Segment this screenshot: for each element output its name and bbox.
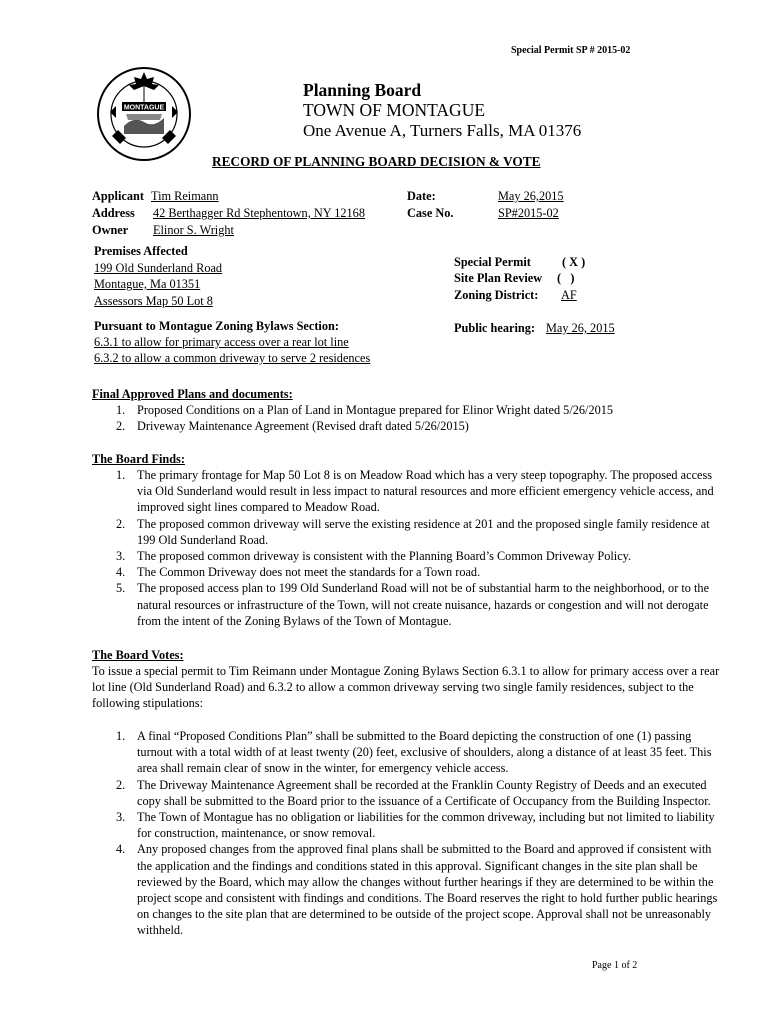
finds-title: The Board Finds: — [92, 452, 185, 466]
pursuant-line: 6.3.1 to allow for primary access over a rear lot line — [94, 335, 349, 349]
votes-title: The Board Votes: — [92, 648, 184, 662]
svg-text:MONTAGUE: MONTAGUE — [123, 104, 165, 112]
town-address: One Avenue A, Turners Falls, MA 01376 — [303, 121, 582, 140]
list-item: 4. Any proposed changes from the approved final plans shall be submitted to the Board and approved if consistent with the application and the findings and conditions stated in this approval. Significant changes in the site plan shall be reviewed by the Board, which may allow the changes without further hearings if they are determined to be within the project scope and consistent with findings and conditions. The Board reserves the right to hold further public hearings on changes to the site plan that are determined to be outside of the project scope. Approval shall not be unreasonably withheld. — [116, 842, 718, 938]
site-plan-mark: ( ) — [557, 271, 575, 285]
list-item: 1. Proposed Conditions on a Plan of Land in Montague prepared for Elinor Wright dated 5/26/2015 — [116, 403, 614, 417]
list-item: 1. A final “Proposed Conditions Plan” shall be submitted to the Board depicting the construction of one (1) passing turnout with a total width of at least twenty (20) feet, exclusive of shoulders, along a distance of at least 35 feet. This area shall remain clear of snow in the winter, for emergency vehicle access. — [116, 729, 712, 776]
date-label: Date: — [407, 189, 436, 203]
pursuant-line: 6.3.2 to allow a common driveway to serve 2 residences — [94, 351, 371, 365]
page-number: Page 1 of 2 — [592, 960, 638, 971]
town-name: TOWN OF MONTAGUE — [303, 100, 486, 120]
site-plan-label: Site Plan Review — [454, 271, 543, 285]
date-value: May 26,2015 — [498, 189, 564, 203]
premises-label: Premises Affected — [94, 244, 188, 258]
case-value: SP#2015-02 — [498, 206, 559, 220]
premises-line: 199 Old Sunderland Road — [94, 261, 223, 275]
record-title: RECORD OF PLANNING BOARD DECISION & VOTE — [212, 154, 541, 169]
finds-list — [92, 467, 724, 629]
address-value: 42 Berthagger Rd Stephentown, NY 12168 — [153, 206, 365, 220]
special-permit-mark: ( X ) — [562, 255, 586, 269]
town-seal-logo — [96, 66, 192, 162]
list-item: 2. The proposed common driveway will serve the existing residence at 201 and the proposed single family residence at 199 Old Sunderland Road. — [116, 516, 710, 547]
zoning-value: AF — [561, 288, 577, 302]
votes-intro: To issue a special permit to Tim Reimann under Montague Zoning Bylaws Section 6.3.1 to allow for primary access over a rear lot line (Old Sunderland Road) and 6.3.2 to allow a common driveway serving two single family residences, subject to the following stipulations: — [92, 664, 720, 711]
permit-number: Special Permit SP # 2015-02 — [511, 45, 631, 56]
case-label: Case No. — [407, 206, 454, 220]
applicant-value: Tim Reimann — [151, 189, 219, 203]
hearing-value: May 26, 2015 — [546, 321, 615, 335]
list-item: 3. The proposed common driveway is consistent with the Planning Board’s Common Driveway Policy. — [116, 549, 632, 564]
pursuant-label: Pursuant to Montague Zoning Bylaws Section: — [94, 319, 339, 333]
owner-label: Owner — [92, 223, 129, 237]
applicant-label: Applicant — [92, 189, 144, 203]
list-item: 1. The primary frontage for Map 50 Lot 8 is on Meadow Road which has a very steep topography. The proposed access via Old Sunderland would result in less impact to natural resources and more efficient emergency vehicle access, and improved sight lines compared to Meadow Road. — [116, 468, 714, 515]
special-permit-label: Special Permit — [454, 255, 531, 269]
list-item: 2. The Driveway Maintenance Agreement shall be recorded at the Franklin County Registry of Deeds and an executed copy shall be submitted to the Board prior to the issuance of a Certificate of Occupancy from the Building Inspector. — [116, 777, 711, 808]
owner-value: Elinor S. Wright — [153, 223, 234, 237]
list-item: 5. The proposed access plan to 199 Old Sunderland Road will not be of substantial harm to the neighborhood, or to the natural resources or infrastructure of the Town, will not create nuisance, hazards or congestion and will not derogate from the intent of the Zoning Bylaws of the Town of Montague. — [116, 581, 710, 628]
votes-list — [92, 728, 728, 939]
list-item: 2. Driveway Maintenance Agreement (Revised draft dated 5/26/2015) — [116, 419, 469, 434]
plans-title: Final Approved Plans and documents: — [92, 387, 293, 401]
plans-list — [92, 402, 732, 434]
address-label: Address — [92, 206, 135, 220]
hearing-label: Public hearing: — [454, 321, 535, 335]
list-item: 4. The Common Driveway does not meet the standards for a Town road. — [116, 565, 481, 580]
premises-line: Montague, Ma 01351 — [94, 277, 201, 291]
zoning-label: Zoning District: — [454, 288, 539, 302]
premises-line: Assessors Map 50 Lot 8 — [94, 294, 213, 308]
list-item: 3. The Town of Montague has no obligation or liabilities for the common driveway, including but not limited to liability for construction, maintenance, or snow removal. — [116, 810, 715, 841]
board-name: Planning Board — [303, 80, 422, 100]
